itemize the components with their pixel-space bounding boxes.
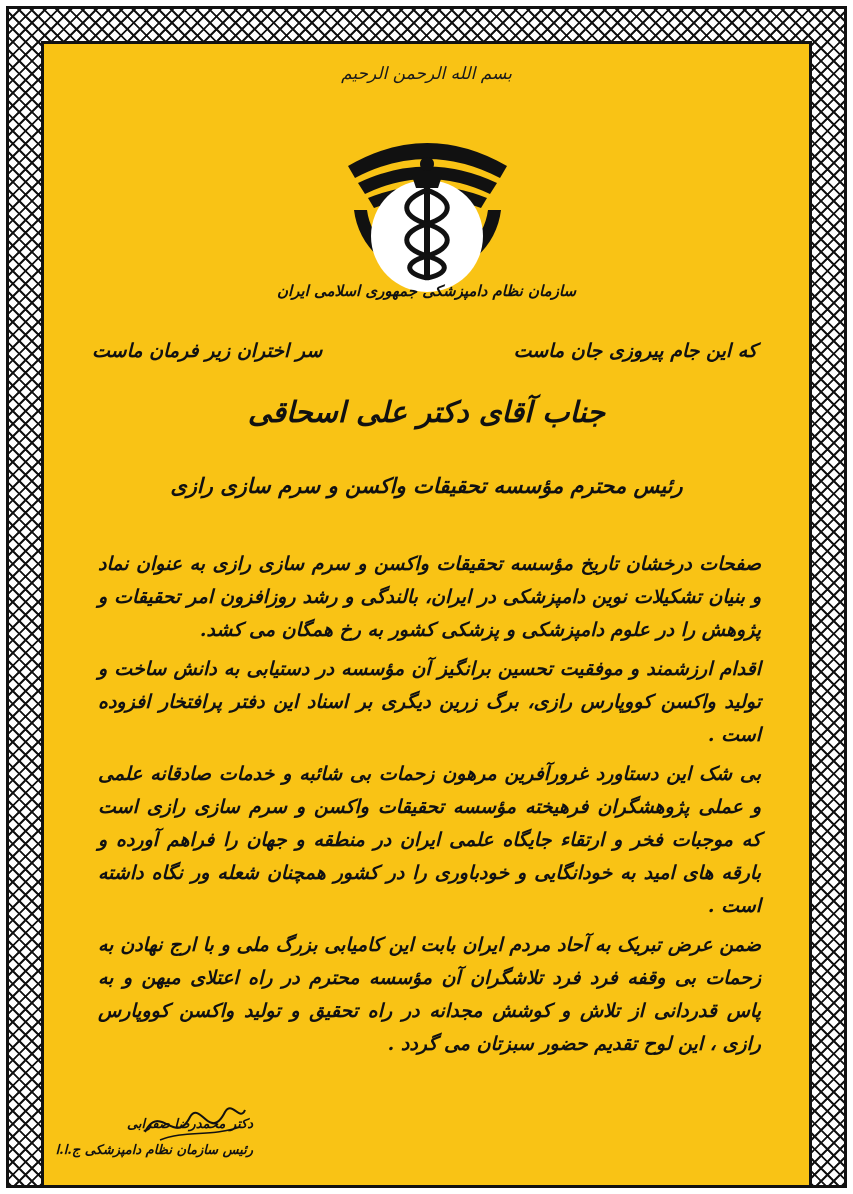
signatory-position: رئیس سازمان نظام دامپزشکی ج.ا.ا: [55, 1143, 253, 1158]
signatory-name: دکتر محمدرضا صفرابی: [127, 1117, 253, 1132]
verse-line-right: که این جام پیروزی جان ماست: [513, 340, 757, 362]
certificate-body: [98, 548, 761, 1067]
recipient-name: جناب آقای دکتر علی اسحاقی: [247, 395, 606, 429]
basmala-calligraphy: بسم الله الرحمن الرحیم: [341, 64, 512, 84]
body-paragraph: ضمن عرض تبریک به آحاد مردم ایران بابت این کامیابی بزرگ ملی و با ارج نهادن به زحمات بی وقفه فرد فرد تلاشگران آن مؤسسه محترم در راه اعتلای میهن و به پاس قدردانی از تلاش و کوشش مجدانه در راه تحقیق و تولید واکسن کووپارس رازی ، این لوح تقدیم حضور سبزتان می گردد .: [98, 934, 761, 1055]
recipient-title: رئیس محترم مؤسسه تحقیقات واکسن و سرم سازی رازی: [170, 473, 683, 498]
caduceus-emblem-icon: [340, 128, 515, 298]
verse-line-left: سر اختران زیر فرمان ماست: [92, 340, 323, 362]
signature-block: [53, 1112, 253, 1164]
certificate-content: [40, 40, 813, 1194]
body-paragraph: صفحات درخشان تاریخ مؤسسه تحقیقات واکسن و سرم سازی رازی به عنوان نماد و بنیان تشکیلات نوین دامپزشکی در ایران، بالندگی و رشد روزافزون امر تحقیقات و پژوهش را در علوم دامپزشکی و پزشکی کشور به رخ همگان می کشد.: [98, 553, 761, 641]
organization-name: سازمان نظام دامپزشکی جمهوری اسلامی ایران: [276, 282, 577, 300]
body-paragraph: بی شک این دستاورد غرورآفرین مرهون زحمات بی شائبه و خدمات صادقانه علمی و عملی پژوهشگران فرهیخته مؤسسه تحقیقات واکسن و سرم سازی رازی است که موجبات فخر و ارتقاء جایگاه علمی ایران در منطقه و جهان را فراهم آورده و بارقه های امید به خودانگایی و خودباوری را در کشور همچنان شعله ور نگاه داشته است .: [98, 763, 761, 917]
body-paragraph: اقدام ارزشمند و موفقیت تحسین برانگیز آن مؤسسه در دستیابی به دانش ساخت و تولید واکسن کووپارس رازی، برگ زرین دیگری بر اسناد این دفتر پرافتخار افزوده است .: [98, 658, 761, 746]
